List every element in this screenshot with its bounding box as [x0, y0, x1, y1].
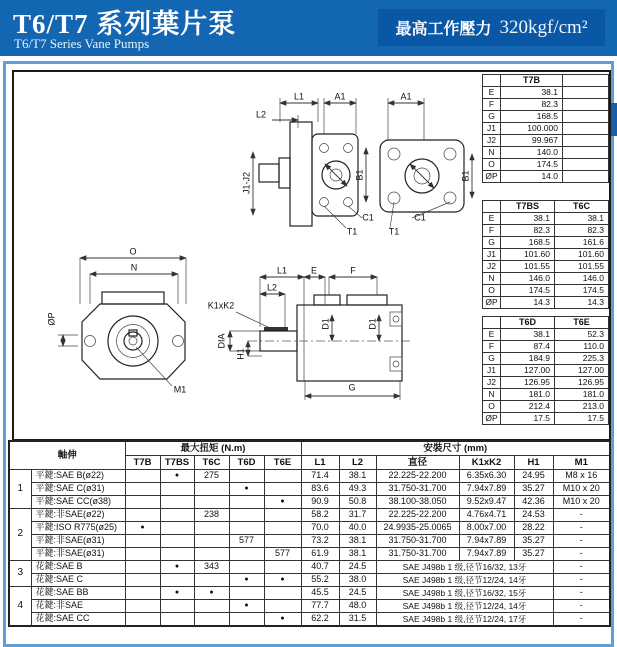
dim-row-label: E	[483, 329, 501, 341]
mount-value: 35.27	[514, 483, 553, 496]
torque-value	[125, 548, 160, 561]
torque-value	[125, 574, 160, 587]
availability-dot: ●	[229, 483, 264, 496]
dim-value	[563, 159, 609, 171]
dim-value: 101.55	[501, 261, 555, 273]
mount-value: 31.5	[339, 613, 376, 627]
dim-value: 174.5	[501, 159, 563, 171]
dim-value: 174.5	[555, 285, 609, 297]
shaft-type-label: 平鍵:SAE CC(ø38)	[31, 496, 125, 509]
dim-table-t6d-t6e	[482, 316, 608, 425]
dim-value: 38.1	[501, 329, 555, 341]
mount-value: 9.52x9.47	[459, 496, 514, 509]
drawing-panel	[12, 70, 611, 441]
availability-dot: ●	[194, 587, 229, 600]
mount-dims-header: 安裝尺寸 (mm)	[301, 441, 610, 456]
availability-dot: ●	[264, 613, 301, 627]
dim-col-header	[483, 75, 501, 87]
dim-value: 101.60	[501, 249, 555, 261]
mount-value: M10 x 20	[553, 496, 610, 509]
dim-value: 126.95	[555, 377, 609, 389]
dim-label: H1	[235, 348, 246, 360]
dim-value: 99.967	[501, 135, 563, 147]
torque-value: 238	[194, 509, 229, 522]
torque-value	[229, 613, 264, 627]
torque-value	[125, 600, 160, 613]
mount-value: 73.2	[301, 535, 339, 548]
mount-value: 35.27	[514, 535, 553, 548]
dim-row-label: N	[483, 147, 501, 159]
mount-value: -	[553, 600, 610, 613]
dim-label: K1xK2	[207, 300, 235, 311]
dim-value	[563, 147, 609, 159]
torque-value	[160, 535, 194, 548]
table-row	[9, 574, 610, 587]
page-title: T6/T7 系列葉片泵	[13, 9, 237, 39]
dim-value: 38.1	[501, 213, 555, 225]
dim-table-t7b	[482, 74, 608, 183]
mount-value: 7.94x7.89	[459, 535, 514, 548]
dim-value: 38.1	[555, 213, 609, 225]
dim-value: 14.0	[501, 171, 563, 183]
mount-col-header: 直径	[376, 456, 459, 470]
dim-label: L2	[255, 109, 267, 120]
mount-value: 8.00x7.00	[459, 522, 514, 535]
dim-col-header	[483, 317, 501, 329]
mount-value: 62.2	[301, 613, 339, 627]
table-row	[9, 548, 610, 561]
mount-value: 6.35x6.30	[459, 470, 514, 483]
torque-value	[264, 600, 301, 613]
mount-value: 24.5	[339, 561, 376, 574]
mount-col-header: K1xK2	[459, 456, 514, 470]
max-torque-header: 最大扭矩 (N.m)	[125, 441, 301, 456]
torque-value	[160, 600, 194, 613]
availability-dot: ●	[229, 600, 264, 613]
availability-dot: ●	[229, 574, 264, 587]
torque-value	[264, 470, 301, 483]
torque-value: 577	[264, 548, 301, 561]
dim-value: 38.1	[501, 87, 563, 99]
mount-value: 24.53	[514, 509, 553, 522]
mount-value: -	[553, 561, 610, 574]
spline-spec: SAE J498b 1 级,径节16/32, 15牙	[376, 587, 553, 600]
page-header	[0, 0, 617, 56]
mount-value: -	[553, 509, 610, 522]
torque-value	[264, 535, 301, 548]
dim-label: A1	[400, 91, 412, 102]
mount-value: 55.2	[301, 574, 339, 587]
dim-value	[563, 123, 609, 135]
torque-value	[125, 470, 160, 483]
dim-label: L1	[293, 91, 305, 102]
dim-value: 82.3	[501, 225, 555, 237]
table-row	[9, 535, 610, 548]
torque-value	[125, 587, 160, 600]
group-number: 2	[9, 509, 31, 561]
torque-value	[125, 561, 160, 574]
dim-label: ØP	[46, 312, 57, 326]
mount-value: 38.1	[339, 548, 376, 561]
page-edge-tab	[611, 103, 617, 136]
shaft-extension-header: 軸伸	[9, 441, 125, 470]
mount-value: -	[553, 574, 610, 587]
mount-value: 58.2	[301, 509, 339, 522]
mount-value: 40.7	[301, 561, 339, 574]
torque-col-header: T7B	[125, 456, 160, 470]
dim-label: L1	[276, 265, 288, 276]
torque-value	[264, 587, 301, 600]
table-row	[9, 509, 610, 522]
torque-value: 577	[229, 535, 264, 548]
mount-value: M8 x 16	[553, 470, 610, 483]
dim-label: F	[350, 265, 356, 276]
torque-value	[229, 509, 264, 522]
mount-value: 24.95	[514, 470, 553, 483]
torque-col-header: T6D	[229, 456, 264, 470]
spline-spec: SAE J498b 1 级,径节12/24, 14牙	[376, 600, 553, 613]
torque-value	[125, 535, 160, 548]
diagram-label-layer	[14, 72, 480, 439]
table-row	[9, 613, 610, 627]
torque-value	[194, 535, 229, 548]
dim-value: 168.5	[501, 111, 563, 123]
mount-value: 22.225-22.200	[376, 509, 459, 522]
shaft-type-label: 花鍵:SAE B	[31, 561, 125, 574]
spec-table-wrap	[8, 440, 611, 627]
mount-value: 90.9	[301, 496, 339, 509]
torque-value	[194, 496, 229, 509]
mount-value: 24.5	[339, 587, 376, 600]
dim-label: T1	[346, 226, 358, 237]
mount-value: 71.4	[301, 470, 339, 483]
torque-value	[160, 483, 194, 496]
torque-col-header: T7BS	[160, 456, 194, 470]
torque-value	[160, 574, 194, 587]
mount-value: 77.7	[301, 600, 339, 613]
torque-value	[229, 522, 264, 535]
shaft-type-label: 平鍵:非SAE(ø31)	[31, 535, 125, 548]
dim-value: 87.4	[501, 341, 555, 353]
dim-value: 181.0	[555, 389, 609, 401]
group-number: 3	[9, 561, 31, 587]
dim-value: 17.5	[555, 413, 609, 425]
spline-spec: SAE J498b 1 级,径节16/32, 13牙	[376, 561, 553, 574]
dim-value: 82.3	[501, 99, 563, 111]
page-subtitle: T6/T7 Series Vane Pumps	[14, 36, 150, 51]
mount-value: -	[553, 548, 610, 561]
dim-value: 184.9	[501, 353, 555, 365]
dimension-table	[482, 74, 609, 183]
dim-row-label: J1	[483, 249, 501, 261]
availability-dot: ●	[125, 522, 160, 535]
torque-value	[194, 522, 229, 535]
availability-dot: ●	[160, 587, 194, 600]
torque-value	[160, 522, 194, 535]
dim-value: 212.4	[501, 401, 555, 413]
dim-col-header: T6C	[555, 201, 609, 213]
availability-dot: ●	[264, 574, 301, 587]
dim-value: 14.3	[555, 297, 609, 309]
dim-value: 174.5	[501, 285, 555, 297]
group-number: 4	[9, 587, 31, 627]
dim-label: N	[130, 262, 138, 273]
torque-value	[194, 600, 229, 613]
group-number: 1	[9, 470, 31, 509]
dim-col-header: T7B	[501, 75, 563, 87]
torque-value	[229, 561, 264, 574]
mount-value: 49.3	[339, 483, 376, 496]
table-row	[9, 600, 610, 613]
availability-dot: ●	[264, 496, 301, 509]
spline-spec: SAE J498b 1 级,径节12/24, 17牙	[376, 613, 553, 627]
dim-label: M1	[173, 384, 187, 395]
dim-label: L2	[266, 282, 278, 293]
dim-label: A1	[334, 91, 346, 102]
dim-row-label: ØP	[483, 297, 501, 309]
mount-value: 35.27	[514, 548, 553, 561]
dim-row-label: N	[483, 389, 501, 401]
torque-col-header: T6E	[264, 456, 301, 470]
dim-value: 17.5	[501, 413, 555, 425]
shaft-type-label: 花鍵:SAE CC	[31, 613, 125, 627]
dim-value: 146.0	[501, 273, 555, 285]
mount-value: 31.750-31.700	[376, 548, 459, 561]
torque-value	[160, 613, 194, 627]
torque-value	[194, 548, 229, 561]
dimension-table	[482, 316, 609, 425]
table-row	[9, 561, 610, 574]
spline-spec: SAE J498b 1 级,径节12/24, 14牙	[376, 574, 553, 587]
dim-col-header: T7BS	[501, 201, 555, 213]
availability-dot: ●	[160, 470, 194, 483]
table-row	[9, 587, 610, 600]
dim-row-label: O	[483, 159, 501, 171]
availability-dot: ●	[160, 561, 194, 574]
dim-row-label: ØP	[483, 413, 501, 425]
mount-value: 38.1	[339, 470, 376, 483]
torque-value	[264, 561, 301, 574]
dim-value: 100.000	[501, 123, 563, 135]
shaft-type-label: 平鍵:SAE B(ø22)	[31, 470, 125, 483]
dim-value: 140.0	[501, 147, 563, 159]
dim-label: B1	[354, 169, 365, 181]
dim-row-label: J2	[483, 261, 501, 273]
mount-value: 42.36	[514, 496, 553, 509]
dim-value: 14.3	[501, 297, 555, 309]
mount-col-header: H1	[514, 456, 553, 470]
torque-value	[160, 509, 194, 522]
dim-value: 101.55	[555, 261, 609, 273]
dim-label: DIA	[216, 333, 227, 349]
dim-label: J1-J2	[241, 171, 252, 195]
dim-row-label: O	[483, 401, 501, 413]
torque-value	[229, 587, 264, 600]
torque-value	[229, 496, 264, 509]
torque-value	[160, 548, 194, 561]
mount-value: 83.6	[301, 483, 339, 496]
torque-value: 275	[194, 470, 229, 483]
dim-value: 101.60	[555, 249, 609, 261]
dim-value	[563, 87, 609, 99]
dim-value	[563, 135, 609, 147]
dim-row-label: J2	[483, 377, 501, 389]
dim-label: E	[310, 265, 318, 276]
dim-value	[563, 99, 609, 111]
shaft-type-label: 花鍵:非SAE	[31, 600, 125, 613]
dim-value: 181.0	[501, 389, 555, 401]
torque-value	[125, 496, 160, 509]
mount-value: -	[553, 535, 610, 548]
dim-value: 127.00	[555, 365, 609, 377]
mount-value: 48.0	[339, 600, 376, 613]
torque-value	[125, 509, 160, 522]
dim-row-label: F	[483, 99, 501, 111]
dim-value: 168.5	[501, 237, 555, 249]
torque-value	[264, 509, 301, 522]
mount-value: 7.94x7.89	[459, 548, 514, 561]
mount-col-header: L2	[339, 456, 376, 470]
torque-value	[229, 470, 264, 483]
mount-value: 61.9	[301, 548, 339, 561]
mount-value: 50.8	[339, 496, 376, 509]
dim-row-label: J2	[483, 135, 501, 147]
mount-value: M10 x 20	[553, 483, 610, 496]
torque-value	[194, 613, 229, 627]
mount-value: 45.5	[301, 587, 339, 600]
dim-row-label: O	[483, 285, 501, 297]
torque-value	[264, 483, 301, 496]
torque-value	[229, 548, 264, 561]
dim-value: 110.0	[555, 341, 609, 353]
dim-label: B1	[460, 170, 471, 182]
torque-value	[125, 613, 160, 627]
dim-label: G	[348, 382, 356, 393]
torque-value	[194, 483, 229, 496]
mount-value: 40.0	[339, 522, 376, 535]
dim-label: C1	[414, 212, 426, 223]
shaft-type-label: 平鍵:ISO R775(ø25)	[31, 522, 125, 535]
max-pressure-label: 最高工作壓力	[395, 21, 492, 38]
dim-row-label: ØP	[483, 171, 501, 183]
mount-value: 38.0	[339, 574, 376, 587]
dim-row-label: J1	[483, 123, 501, 135]
mount-value: 38.100-38.050	[376, 496, 459, 509]
max-pressure-value: 320kgf/cm²	[499, 16, 588, 38]
dim-value: 225.3	[555, 353, 609, 365]
dim-label: D1	[320, 318, 331, 330]
mount-value: 70.0	[301, 522, 339, 535]
mount-col-header: M1	[553, 456, 610, 470]
mount-value: -	[553, 587, 610, 600]
mount-value: 38.1	[339, 535, 376, 548]
mount-value: 31.7	[339, 509, 376, 522]
dim-label: D1	[367, 318, 378, 330]
dim-value: 126.95	[501, 377, 555, 389]
mount-value: 24.9935-25.0065	[376, 522, 459, 535]
dim-row-label: G	[483, 111, 501, 123]
dim-label: C1	[362, 212, 374, 223]
dim-row-label: N	[483, 273, 501, 285]
mount-value: 31.750-31.700	[376, 483, 459, 496]
dim-value	[563, 111, 609, 123]
mount-col-header: L1	[301, 456, 339, 470]
dim-col-header: T6E	[555, 317, 609, 329]
torque-col-header: T6C	[194, 456, 229, 470]
shaft-type-label: 花鍵:SAE BB	[31, 587, 125, 600]
table-row	[9, 483, 610, 496]
table-row	[9, 496, 610, 509]
shaft-type-label: 平鍵:非SAE(ø31)	[31, 548, 125, 561]
dimension-table	[482, 200, 609, 309]
spec-table	[8, 440, 611, 627]
mount-value: -	[553, 522, 610, 535]
shaft-type-label: 平鍵:非SAE(ø22)	[31, 509, 125, 522]
dim-value: 146.0	[555, 273, 609, 285]
dim-value	[563, 171, 609, 183]
mount-value: 7.94x7.89	[459, 483, 514, 496]
shaft-type-label: 平鍵:SAE C(ø31)	[31, 483, 125, 496]
dim-col-header	[563, 75, 609, 87]
torque-value	[194, 574, 229, 587]
torque-value	[160, 496, 194, 509]
mount-value: 22.225-22.200	[376, 470, 459, 483]
dim-value: 161.6	[555, 237, 609, 249]
dim-col-header	[483, 201, 501, 213]
dim-value: 82.3	[555, 225, 609, 237]
max-pressure-box	[378, 9, 605, 46]
dim-value: 127.00	[501, 365, 555, 377]
torque-value: 343	[194, 561, 229, 574]
dim-row-label: F	[483, 341, 501, 353]
dim-row-label: G	[483, 237, 501, 249]
table-row	[9, 522, 610, 535]
dim-label: T1	[388, 226, 400, 237]
mount-value: -	[553, 613, 610, 627]
mount-value: 28.22	[514, 522, 553, 535]
dim-value: 213.0	[555, 401, 609, 413]
dim-row-label: E	[483, 87, 501, 99]
dim-col-header: T6D	[501, 317, 555, 329]
dim-row-label: E	[483, 213, 501, 225]
dim-row-label: F	[483, 225, 501, 237]
table-row	[9, 470, 610, 483]
mount-value: 4.76x4.71	[459, 509, 514, 522]
shaft-type-label: 花鍵:SAE C	[31, 574, 125, 587]
dim-value: 52.3	[555, 329, 609, 341]
torque-value	[125, 483, 160, 496]
dim-row-label: G	[483, 353, 501, 365]
mount-value: 31.750-31.700	[376, 535, 459, 548]
torque-value	[264, 522, 301, 535]
dim-row-label: J1	[483, 365, 501, 377]
dim-table-t7bs-t6c	[482, 200, 608, 309]
dim-label: O	[129, 246, 137, 257]
